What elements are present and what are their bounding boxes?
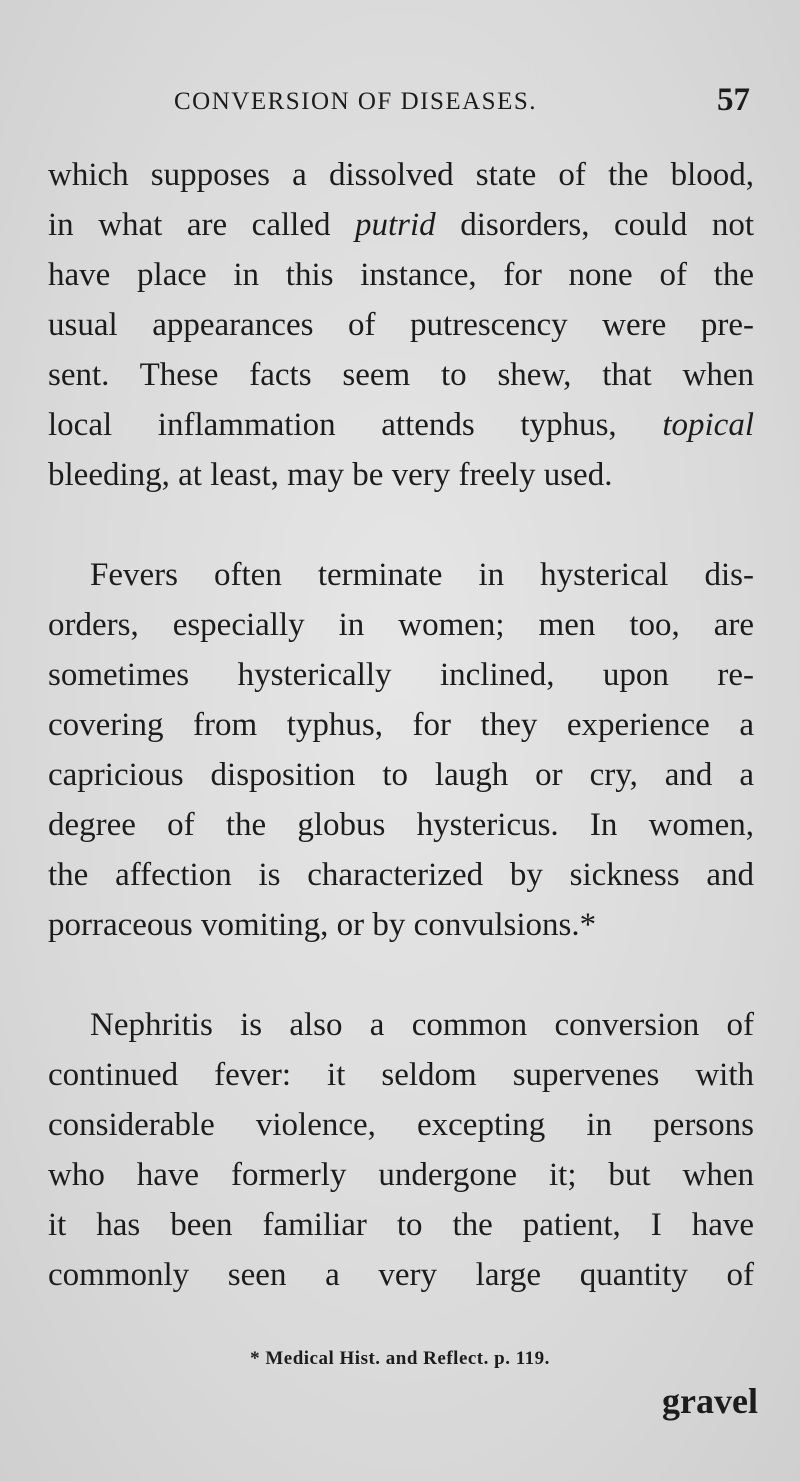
text-line: continued fever: it seldom supervenes with: [48, 1057, 754, 1093]
text-line: capricious disposition to laugh or cry, and a: [48, 757, 754, 793]
text-line: Nephritis is also a common conversion of: [90, 1007, 754, 1043]
text-line: which supposes a dissolved state of the blood,: [48, 157, 754, 193]
text-line: orders, especially in women; men too, are: [48, 607, 754, 643]
text-span: local inflammation attends typhus,: [48, 407, 663, 443]
text-line: covering from typhus, for they experience a: [48, 707, 754, 743]
text-line: [48, 400, 754, 450]
catchword: gravel: [662, 1381, 758, 1421]
paragraph-3: [48, 1000, 754, 1300]
paragraph-gap: [48, 500, 754, 550]
footnote: * Medical Hist. and Reflect. p. 119.: [250, 1348, 550, 1369]
paragraph-1: [48, 150, 754, 500]
text-line: degree of the globus hystericus. In women,: [48, 807, 754, 843]
text-line: usual appearances of putrescency were pre-: [48, 307, 754, 343]
text-line: have place in this instance, for none of the: [48, 257, 754, 293]
paragraph-gap: [48, 950, 754, 1000]
text-line: sometimes hysterically inclined, upon re-: [48, 657, 754, 693]
text-line: the affection is characterized by sickness and: [48, 857, 754, 893]
text-line: Fevers often terminate in hysterical dis-: [90, 557, 754, 593]
text-line: [48, 200, 754, 250]
italic-term: putrid: [355, 207, 436, 243]
running-title: CONVERSION OF DISEASES.: [174, 88, 538, 115]
italic-term: topical: [662, 407, 754, 443]
text-line: sent. These facts seem to shew, that when: [48, 357, 754, 393]
text-line: porraceous vomiting, or by convulsions.*: [48, 907, 597, 943]
running-head: [48, 84, 754, 124]
body-text: [48, 150, 754, 1300]
text-line: considerable violence, excepting in persons: [48, 1107, 754, 1143]
text-span: disorders, could not: [435, 207, 754, 243]
text-line: bleeding, at least, may be very freely used.: [48, 457, 613, 493]
text-line: who have formerly undergone it; but when: [48, 1157, 754, 1193]
text-line: it has been familiar to the patient, I have: [48, 1207, 754, 1243]
page-number: 57: [717, 82, 750, 118]
text-span: in what are called: [48, 207, 355, 243]
text-line: commonly seen a very large quantity of: [48, 1257, 754, 1293]
paragraph-2: [48, 550, 754, 950]
